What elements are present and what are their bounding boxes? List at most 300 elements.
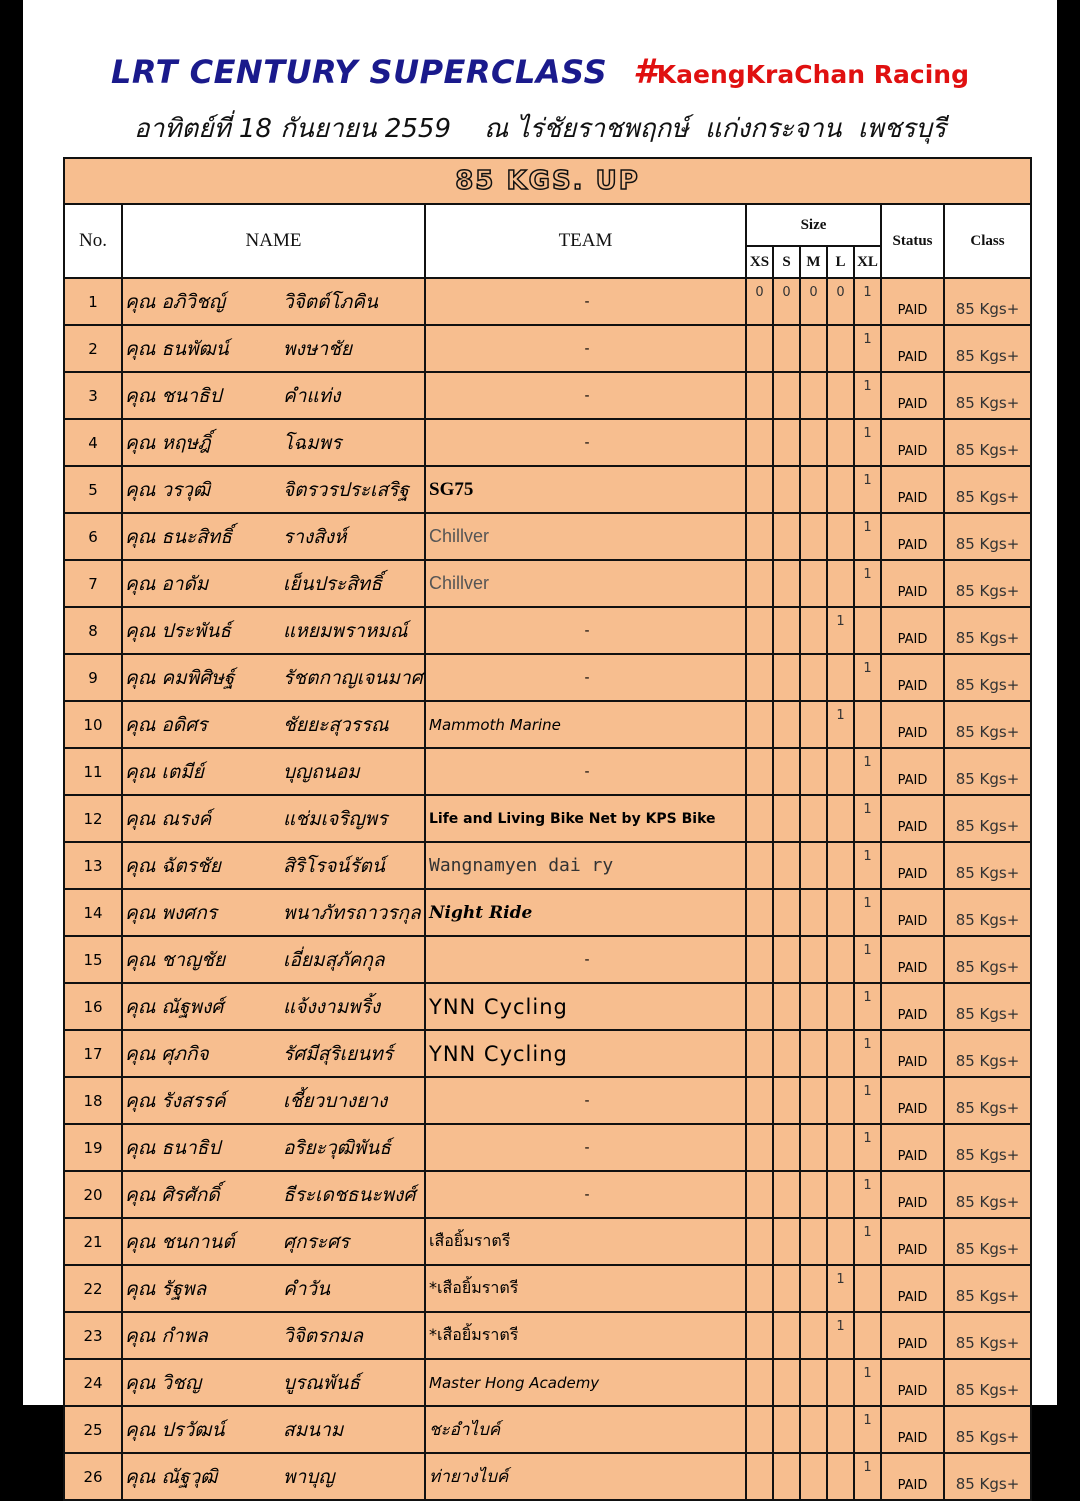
participant-name: [122, 1453, 425, 1500]
size-count-l: [827, 1218, 854, 1265]
team-name: Wangnamyen dai ry: [425, 842, 746, 889]
status-badge: PAID: [881, 560, 944, 607]
class-label: 85 Kgs+: [944, 1406, 1031, 1453]
team-name: Night Ride: [425, 889, 746, 936]
size-count-l: [827, 1171, 854, 1218]
size-count-s: [773, 607, 800, 654]
size-count-s: [773, 1077, 800, 1124]
last-name: คำวัน: [283, 1278, 331, 1300]
row-number: 17: [64, 1030, 122, 1077]
row-number: 12: [64, 795, 122, 842]
column-header-no: No.: [64, 204, 122, 278]
first-name: คุณ อดิศร: [125, 714, 208, 736]
size-count-xs: [746, 842, 773, 889]
last-name: พงษาชัย: [283, 338, 353, 360]
table-row: [64, 889, 1031, 936]
status-badge: PAID: [881, 466, 944, 513]
size-count-m: [800, 983, 827, 1030]
size-count-xs: [746, 560, 773, 607]
row-number: 24: [64, 1359, 122, 1406]
row-number: 21: [64, 1218, 122, 1265]
size-count-xl: 1: [854, 1453, 881, 1500]
size-count-xl: 1: [854, 1359, 881, 1406]
last-name: จิตรวรประเสริฐ: [283, 479, 409, 501]
size-count-xs: [746, 1406, 773, 1453]
table-row: [64, 419, 1031, 466]
class-label: 85 Kgs+: [944, 983, 1031, 1030]
table-row: [64, 701, 1031, 748]
size-count-l: [827, 889, 854, 936]
size-count-xl: 1: [854, 654, 881, 701]
row-number: 8: [64, 607, 122, 654]
class-label: 85 Kgs+: [944, 513, 1031, 560]
team-name: -: [425, 936, 746, 983]
participant-name: [122, 701, 425, 748]
size-count-l: [827, 748, 854, 795]
last-name: พาบุญ: [283, 1466, 335, 1488]
size-count-l: [827, 466, 854, 513]
class-label: 85 Kgs+: [944, 1124, 1031, 1171]
size-count-xl: 1: [854, 936, 881, 983]
participant-name: [122, 325, 425, 372]
size-count-m: [800, 1312, 827, 1359]
status-badge: PAID: [881, 654, 944, 701]
first-name: คุณ วรวุฒิ: [125, 479, 211, 501]
first-name: คุณ ฉัตรชัย: [125, 855, 221, 877]
size-count-xl: 1: [854, 560, 881, 607]
row-number: 14: [64, 889, 122, 936]
class-label: 85 Kgs+: [944, 278, 1031, 325]
table-row: [64, 1030, 1031, 1077]
status-badge: PAID: [881, 1077, 944, 1124]
status-badge: PAID: [881, 1312, 944, 1359]
size-count-s: [773, 795, 800, 842]
size-count-s: [773, 1312, 800, 1359]
table-row: [64, 1265, 1031, 1312]
table-row: [64, 513, 1031, 560]
row-number: 19: [64, 1124, 122, 1171]
participant-name: [122, 419, 425, 466]
status-badge: PAID: [881, 278, 944, 325]
status-badge: PAID: [881, 419, 944, 466]
size-count-xl: [854, 607, 881, 654]
table-row: [64, 1124, 1031, 1171]
size-count-s: [773, 1218, 800, 1265]
size-count-s: [773, 372, 800, 419]
first-name: คุณ ประพันธ์: [125, 620, 231, 642]
size-count-m: [800, 842, 827, 889]
participant-name: [122, 513, 425, 560]
size-count-m: 0: [800, 278, 827, 325]
size-count-xs: [746, 1030, 773, 1077]
size-count-s: [773, 1406, 800, 1453]
row-number: 18: [64, 1077, 122, 1124]
size-count-m: [800, 325, 827, 372]
row-number: 25: [64, 1406, 122, 1453]
size-count-l: 1: [827, 1312, 854, 1359]
team-name: *เสือยิ้มราตรี: [425, 1312, 746, 1359]
status-badge: PAID: [881, 701, 944, 748]
size-count-xs: [746, 466, 773, 513]
team-name: Mammoth Marine: [425, 701, 746, 748]
size-count-l: [827, 795, 854, 842]
size-count-l: [827, 842, 854, 889]
size-count-s: [773, 1171, 800, 1218]
size-count-xl: [854, 1265, 881, 1312]
first-name: คุณ รัฐพล: [125, 1278, 207, 1300]
size-count-m: [800, 1077, 827, 1124]
class-label: 85 Kgs+: [944, 466, 1031, 513]
row-number: 16: [64, 983, 122, 1030]
table-row: [64, 278, 1031, 325]
table-row: [64, 1312, 1031, 1359]
size-count-xl: 1: [854, 1077, 881, 1124]
row-number: 13: [64, 842, 122, 889]
status-badge: PAID: [881, 1359, 944, 1406]
size-count-l: 1: [827, 607, 854, 654]
first-name: คุณ อาดัม: [125, 573, 209, 595]
last-name: วิจิตรกมล: [283, 1325, 364, 1347]
participant-name: [122, 466, 425, 513]
size-count-m: [800, 513, 827, 560]
size-count-l: [827, 513, 854, 560]
last-name: บุญถนอม: [283, 761, 360, 783]
class-label: 85 Kgs+: [944, 1453, 1031, 1500]
size-count-m: [800, 701, 827, 748]
table-row: [64, 1077, 1031, 1124]
size-count-xs: [746, 654, 773, 701]
class-label: 85 Kgs+: [944, 372, 1031, 419]
size-count-s: [773, 701, 800, 748]
first-name: คุณ ณัฐพงศ์: [125, 996, 224, 1018]
table-row: [64, 372, 1031, 419]
row-number: 2: [64, 325, 122, 372]
size-header-m: M: [800, 246, 827, 278]
size-count-xs: 0: [746, 278, 773, 325]
status-badge: PAID: [881, 936, 944, 983]
status-badge: PAID: [881, 1171, 944, 1218]
size-count-xs: [746, 372, 773, 419]
team-name: YNN Cycling: [425, 983, 746, 1030]
class-label: 85 Kgs+: [944, 1030, 1031, 1077]
first-name: คุณ ปรวัฒน์: [125, 1419, 225, 1441]
class-label: 85 Kgs+: [944, 701, 1031, 748]
class-label: 85 Kgs+: [944, 936, 1031, 983]
row-number: 10: [64, 701, 122, 748]
size-count-xs: [746, 1312, 773, 1359]
last-name: โฉมพร: [283, 432, 342, 454]
size-count-xl: 1: [854, 1218, 881, 1265]
size-count-l: [827, 325, 854, 372]
size-count-s: [773, 513, 800, 560]
size-count-xs: [746, 795, 773, 842]
row-number: 20: [64, 1171, 122, 1218]
status-badge: PAID: [881, 1453, 944, 1500]
participant-name: [122, 889, 425, 936]
status-badge: PAID: [881, 889, 944, 936]
class-label: 85 Kgs+: [944, 1218, 1031, 1265]
first-name: คุณ ธนะสิทธิ์: [125, 526, 232, 548]
row-number: 26: [64, 1453, 122, 1500]
participant-name: [122, 372, 425, 419]
size-count-s: [773, 1030, 800, 1077]
row-number: 11: [64, 748, 122, 795]
size-count-m: [800, 607, 827, 654]
table-row: [64, 842, 1031, 889]
size-count-xs: [746, 1265, 773, 1312]
size-count-m: [800, 654, 827, 701]
team-name: -: [425, 419, 746, 466]
class-label: 85 Kgs+: [944, 889, 1031, 936]
class-label: 85 Kgs+: [944, 1265, 1031, 1312]
size-count-xs: [746, 889, 773, 936]
team-name: Chillver: [425, 513, 746, 560]
class-label: 85 Kgs+: [944, 1312, 1031, 1359]
team-name: Chillver: [425, 560, 746, 607]
participant-name: [122, 748, 425, 795]
size-count-xl: 1: [854, 842, 881, 889]
table-row: [64, 560, 1031, 607]
last-name: รางสิงห์: [283, 526, 347, 548]
size-count-m: [800, 1218, 827, 1265]
table-row: [64, 936, 1031, 983]
size-count-m: [800, 889, 827, 936]
team-name: -: [425, 278, 746, 325]
size-count-s: [773, 654, 800, 701]
column-header-team: TEAM: [425, 204, 746, 278]
row-number: 6: [64, 513, 122, 560]
team-name: *เสือยิ้มราตรี: [425, 1265, 746, 1312]
team-name: -: [425, 654, 746, 701]
last-name: รัชตกาญเจนมาศ: [283, 667, 423, 689]
size-count-m: [800, 936, 827, 983]
class-label: 85 Kgs+: [944, 748, 1031, 795]
size-count-xs: [746, 513, 773, 560]
team-name: Master Hong Academy: [425, 1359, 746, 1406]
size-count-xl: 1: [854, 466, 881, 513]
last-name: เชี้ยวบางยาง: [283, 1090, 388, 1112]
size-count-m: [800, 419, 827, 466]
table-row: [64, 1453, 1031, 1500]
team-name: -: [425, 1171, 746, 1218]
class-label: 85 Kgs+: [944, 560, 1031, 607]
row-number: 4: [64, 419, 122, 466]
team-name: -: [425, 748, 746, 795]
size-count-s: [773, 466, 800, 513]
size-count-xl: 1: [854, 372, 881, 419]
row-number: 3: [64, 372, 122, 419]
column-header-status: Status: [881, 204, 944, 278]
status-badge: PAID: [881, 607, 944, 654]
first-name: คุณ ณัฐวุฒิ: [125, 1466, 218, 1488]
last-name: เย็นประสิทธิ์: [283, 573, 382, 595]
size-count-m: [800, 1453, 827, 1500]
status-badge: PAID: [881, 1124, 944, 1171]
size-count-l: [827, 372, 854, 419]
size-header-l: L: [827, 246, 854, 278]
size-count-xs: [746, 936, 773, 983]
class-label: 85 Kgs+: [944, 1359, 1031, 1406]
registration-table: [63, 157, 1032, 1501]
participant-name: [122, 1406, 425, 1453]
last-name: พนาภัทรถาวรกุล: [283, 902, 421, 924]
size-count-s: [773, 1265, 800, 1312]
size-count-s: [773, 748, 800, 795]
table-row: [64, 1406, 1031, 1453]
size-count-m: [800, 466, 827, 513]
first-name: คุณ ธนพัฒน์: [125, 338, 229, 360]
size-count-xs: [746, 983, 773, 1030]
first-name: คุณ หฤษฎิ์: [125, 432, 211, 454]
row-number: 5: [64, 466, 122, 513]
table-row: [64, 1171, 1031, 1218]
last-name: สมนาม: [283, 1419, 344, 1441]
size-count-xs: [746, 607, 773, 654]
status-badge: PAID: [881, 983, 944, 1030]
size-count-xl: 1: [854, 419, 881, 466]
document-page: [23, 0, 1057, 1493]
column-header-size: Size: [746, 204, 881, 246]
size-count-xl: 1: [854, 795, 881, 842]
size-count-s: [773, 983, 800, 1030]
size-count-l: 1: [827, 1265, 854, 1312]
hashtag-text: KaengKraChan Racing: [656, 60, 969, 89]
size-count-xl: 1: [854, 748, 881, 795]
team-name: -: [425, 325, 746, 372]
first-name: คุณ ศุภกิจ: [125, 1043, 209, 1065]
row-number: 9: [64, 654, 122, 701]
size-count-l: [827, 1453, 854, 1500]
event-name: LRT CENTURY SUPERCLASS: [111, 53, 608, 91]
class-label: 85 Kgs+: [944, 325, 1031, 372]
last-name: แช่มเจริญพร: [283, 808, 388, 830]
event-date-location: อาทิตย์ที่ 18 กันยายน 2559 ณ ไร่ชัยราชพฤกษ์ แก่งกระจาน เพชรบุรี: [134, 114, 946, 144]
status-badge: PAID: [881, 513, 944, 560]
last-name: ศุกระศร: [283, 1231, 350, 1253]
status-badge: PAID: [881, 748, 944, 795]
size-count-xs: [746, 748, 773, 795]
size-count-xs: [746, 701, 773, 748]
table-row: [64, 748, 1031, 795]
last-name: บูรณพันธ์: [283, 1372, 361, 1394]
participant-name: [122, 278, 425, 325]
size-count-xs: [746, 1218, 773, 1265]
participant-name: [122, 1171, 425, 1218]
team-name: Life and Living Bike Net by KPS Bike: [425, 795, 746, 842]
size-count-xs: [746, 1453, 773, 1500]
hashtag-symbol: #: [633, 52, 657, 92]
size-count-s: [773, 560, 800, 607]
first-name: คุณ ชนกานต์: [125, 1231, 235, 1253]
table-row: [64, 466, 1031, 513]
size-count-m: [800, 1359, 827, 1406]
category-heading: 85 KGS. UP: [64, 158, 1031, 204]
participant-name: [122, 842, 425, 889]
last-name: วิจิตต์โภคิน: [283, 291, 378, 313]
size-count-xs: [746, 419, 773, 466]
size-count-xl: 1: [854, 325, 881, 372]
class-label: 85 Kgs+: [944, 1077, 1031, 1124]
size-count-l: [827, 1077, 854, 1124]
size-count-xl: 1: [854, 278, 881, 325]
size-header-xl: XL: [854, 246, 881, 278]
team-name: -: [425, 1077, 746, 1124]
size-count-m: [800, 560, 827, 607]
size-count-l: [827, 1406, 854, 1453]
participant-name: [122, 795, 425, 842]
first-name: คุณ เตมีย์: [125, 761, 204, 783]
class-label: 85 Kgs+: [944, 607, 1031, 654]
table-row: [64, 983, 1031, 1030]
participant-name: [122, 1359, 425, 1406]
class-label: 85 Kgs+: [944, 842, 1031, 889]
table-row: [64, 325, 1031, 372]
first-name: คุณ วิชญ: [125, 1372, 202, 1394]
size-count-m: [800, 1265, 827, 1312]
table-row: [64, 607, 1031, 654]
participant-name: [122, 607, 425, 654]
size-count-m: [800, 795, 827, 842]
size-count-s: [773, 889, 800, 936]
status-badge: PAID: [881, 795, 944, 842]
class-label: 85 Kgs+: [944, 1171, 1031, 1218]
status-badge: PAID: [881, 842, 944, 889]
size-count-xs: [746, 1077, 773, 1124]
last-name: แจ้งงามพริ้ง: [283, 996, 381, 1018]
size-count-s: [773, 1359, 800, 1406]
size-count-xl: [854, 1312, 881, 1359]
size-count-xl: 1: [854, 1030, 881, 1077]
column-header-class: Class: [944, 204, 1031, 278]
participant-name: [122, 1265, 425, 1312]
size-count-m: [800, 1124, 827, 1171]
size-count-xl: 1: [854, 1406, 881, 1453]
size-count-m: [800, 1406, 827, 1453]
table-row: [64, 654, 1031, 701]
size-count-l: [827, 1359, 854, 1406]
class-label: 85 Kgs+: [944, 654, 1031, 701]
status-badge: PAID: [881, 325, 944, 372]
last-name: ธีระเดชธนะพงศ์: [283, 1184, 416, 1206]
team-name: ชะอำไบค์: [425, 1406, 746, 1453]
last-name: อริยะวุฒิพันธ์: [283, 1137, 391, 1159]
team-name: -: [425, 607, 746, 654]
row-number: 15: [64, 936, 122, 983]
last-name: เอี่ยมสุภัคกุล: [283, 949, 385, 971]
size-count-s: [773, 1124, 800, 1171]
size-count-xs: [746, 1171, 773, 1218]
team-name: YNN Cycling: [425, 1030, 746, 1077]
team-name: เสือยิ้มราตรี: [425, 1218, 746, 1265]
last-name: สิริโรจน์รัตน์: [283, 855, 385, 877]
first-name: คุณ ธนาธิป: [125, 1137, 221, 1159]
participant-name: [122, 1218, 425, 1265]
size-count-xs: [746, 1359, 773, 1406]
column-header-name: NAME: [122, 204, 425, 278]
size-count-l: [827, 419, 854, 466]
participant-name: [122, 560, 425, 607]
first-name: คุณ พงศกร: [125, 902, 217, 924]
size-count-xs: [746, 325, 773, 372]
participant-name: [122, 654, 425, 701]
first-name: คุณ รังสรรค์: [125, 1090, 226, 1112]
size-count-s: 0: [773, 278, 800, 325]
size-count-s: [773, 936, 800, 983]
row-number: 7: [64, 560, 122, 607]
size-header-xs: XS: [746, 246, 773, 278]
first-name: คุณ ณรงค์: [125, 808, 212, 830]
first-name: คุณ ชาญชัย: [125, 949, 226, 971]
